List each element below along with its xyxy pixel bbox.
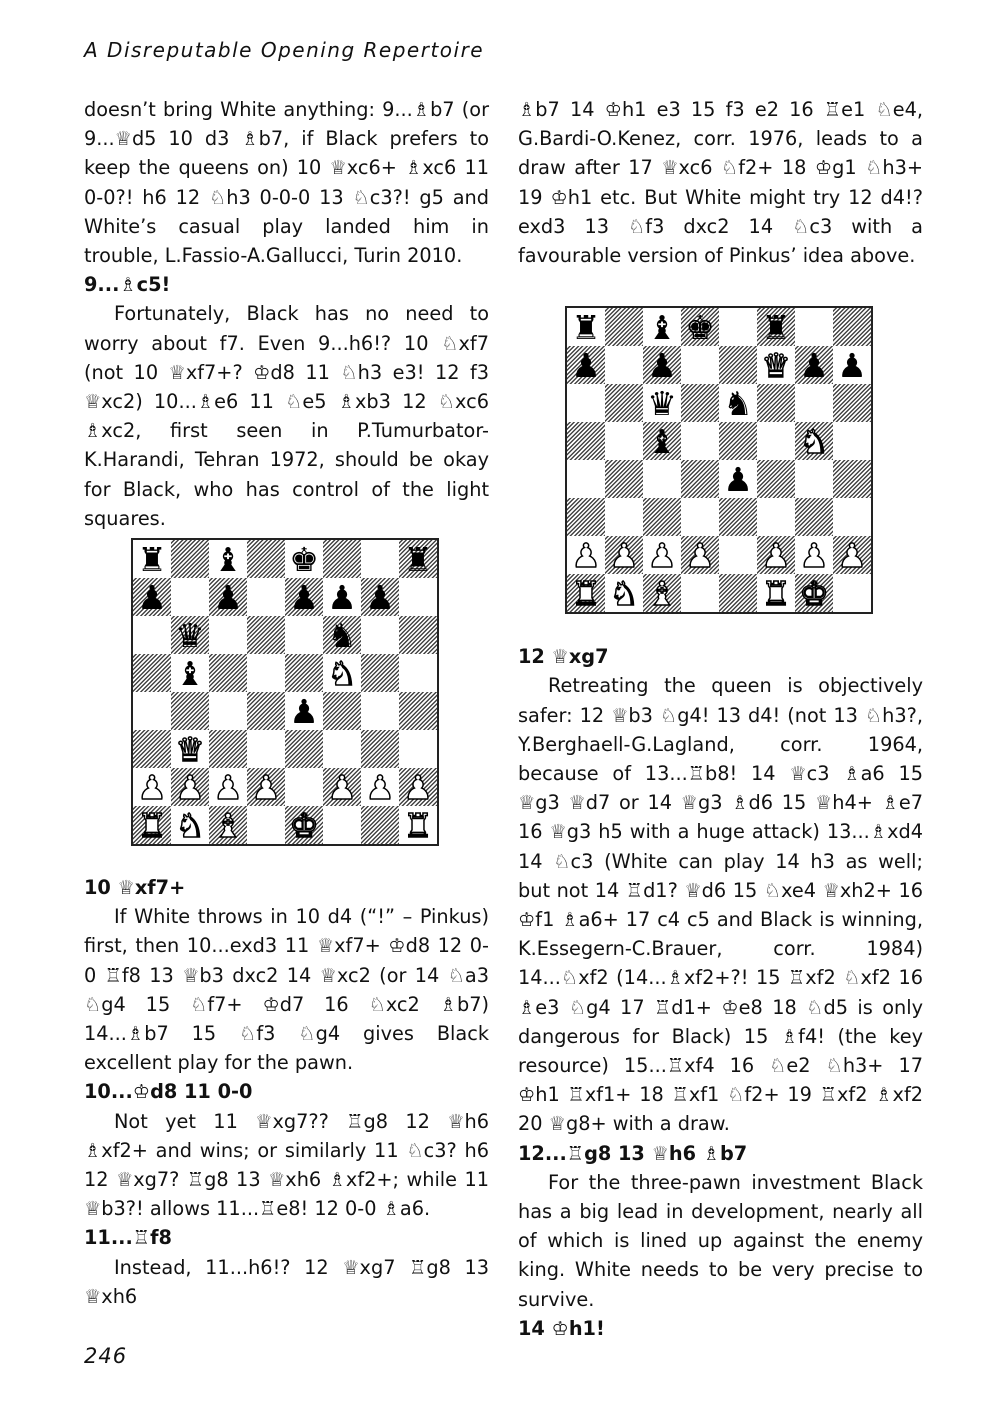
board-square <box>133 768 171 806</box>
paragraph: Fortunately, Black has no need to worry about f7. Even 9...h6!? 10 ♘xf7 (not 10 ♕xf7+? ♔d8 11 ♘h3 e3! 12 f3 ♕xc2) 10...♗e6 11 ♘e5 ♗xb3 12 ♘xc6 ♗xc2, first seen in P.Tumurbator-K.Harandi, Tehran 1972, should be okay for Black, who has control of the light squares. <box>84 302 489 530</box>
board-square <box>399 540 437 578</box>
paragraph: doesn’t bring White anything: 9...♗b7 (or 9...♕d5 10 d3 ♗b7, if Black prefers to keep the queens on) 10 ♕xc6+ ♗xc6 11 0-0?! h6 12 ♘h3 0-0-0 13 ♘c3?! g5 and White’s casual play landed him in trouble, L.Fassio-A.Gallucci, Turin 2010. <box>84 98 489 268</box>
board-square <box>209 540 247 578</box>
board-square <box>399 578 437 616</box>
board-square <box>643 460 681 498</box>
board-square <box>133 616 171 654</box>
black-pawn-icon: ♟ <box>799 345 829 385</box>
paragraph: Instead, 11...h6!? 12 ♕xg7 ♖g8 13 ♕xh6 <box>84 1255 489 1308</box>
chess-diagram-2 <box>565 306 873 614</box>
board-square <box>643 308 681 346</box>
board-square <box>171 692 209 730</box>
black-pawn-icon: ♟ <box>647 345 677 385</box>
board-square <box>833 498 871 536</box>
board-square <box>209 692 247 730</box>
white-bishop-icon: ♝ <box>647 573 677 613</box>
board-square <box>247 730 285 768</box>
board-square <box>399 806 437 844</box>
board-square <box>757 308 795 346</box>
board-square <box>605 498 643 536</box>
board-square <box>171 540 209 578</box>
black-bishop-icon: ♝ <box>213 539 243 579</box>
black-bishop-icon: ♝ <box>175 653 205 693</box>
board-square <box>719 422 757 460</box>
board-square <box>833 574 871 612</box>
board-square <box>757 384 795 422</box>
board-square <box>133 730 171 768</box>
black-king-icon: ♚ <box>289 539 319 579</box>
black-pawn-icon: ♟ <box>327 577 357 617</box>
board-square <box>643 346 681 384</box>
board-square <box>605 384 643 422</box>
board-square <box>567 460 605 498</box>
move-heading: 10 ♕xf7+ <box>84 876 186 900</box>
board-square <box>133 578 171 616</box>
board-square <box>209 616 247 654</box>
board-square <box>323 768 361 806</box>
board-square <box>643 384 681 422</box>
board-square <box>361 692 399 730</box>
board-square <box>361 654 399 692</box>
white-queen-icon: ♛ <box>175 729 205 769</box>
board-square <box>681 384 719 422</box>
board-square <box>361 540 399 578</box>
board-square <box>719 384 757 422</box>
board-square <box>681 346 719 384</box>
white-rook-icon: ♜ <box>137 805 167 845</box>
board-square <box>681 498 719 536</box>
black-pawn-icon: ♟ <box>289 691 319 731</box>
board-square <box>285 768 323 806</box>
board-square <box>719 308 757 346</box>
board-square <box>833 422 871 460</box>
paragraph: Not yet 11 ♕xg7?? ♖g8 12 ♕h6 ♗xf2+ and wins; or similarly 11 ♘c3? h6 12 ♕xg7? ♖g8 13 ♕xh6 ♗xf2+; while 11 ♕b3?! allows 11...♖e8! 12 0-0 ♗a6. <box>84 1109 489 1221</box>
black-bishop-icon: ♝ <box>647 307 677 347</box>
board-square <box>323 730 361 768</box>
board-square <box>567 308 605 346</box>
board-square <box>795 460 833 498</box>
board-square <box>133 540 171 578</box>
board-square <box>643 422 681 460</box>
board-square <box>757 346 795 384</box>
board-square <box>209 730 247 768</box>
board-square <box>833 536 871 574</box>
board-square <box>285 730 323 768</box>
board-square <box>171 806 209 844</box>
board-square <box>757 498 795 536</box>
white-pawn-icon: ♟ <box>365 767 395 807</box>
white-knight-icon: ♞ <box>799 421 829 461</box>
white-rook-icon: ♜ <box>403 805 433 845</box>
board-square <box>681 460 719 498</box>
right-column <box>518 95 923 1343</box>
black-knight-icon: ♞ <box>723 383 753 423</box>
board-square <box>323 806 361 844</box>
board-square <box>399 616 437 654</box>
board-square <box>247 616 285 654</box>
white-pawn-icon: ♟ <box>647 535 677 575</box>
board-square <box>719 346 757 384</box>
board-square <box>833 460 871 498</box>
board-square <box>399 654 437 692</box>
white-pawn-icon: ♟ <box>403 767 433 807</box>
board-square <box>171 768 209 806</box>
move-heading: 12...♖g8 13 ♕h6 ♗b7 <box>518 1141 748 1165</box>
board-square <box>833 346 871 384</box>
board-square <box>285 654 323 692</box>
move-heading: 14 ♔h1! <box>518 1316 605 1340</box>
black-pawn-icon: ♟ <box>213 577 243 617</box>
board-square <box>795 574 833 612</box>
board-square <box>247 540 285 578</box>
black-pawn-icon: ♟ <box>365 577 395 617</box>
board-square <box>133 806 171 844</box>
board-square <box>209 768 247 806</box>
board-square <box>285 806 323 844</box>
board-square <box>361 806 399 844</box>
white-pawn-icon: ♟ <box>213 767 243 807</box>
board-square <box>567 346 605 384</box>
white-pawn-icon: ♟ <box>799 535 829 575</box>
white-pawn-icon: ♟ <box>251 767 281 807</box>
board-square <box>795 422 833 460</box>
black-pawn-icon: ♟ <box>723 459 753 499</box>
move-heading: 11...♖f8 <box>84 1226 172 1250</box>
white-queen-icon: ♛ <box>761 345 791 385</box>
board-square <box>323 692 361 730</box>
black-rook-icon: ♜ <box>571 307 601 347</box>
white-pawn-icon: ♟ <box>609 535 639 575</box>
paragraph: For the three-pawn investment Black has a big lead in development, nearly all of which is lined up against the enemy king. White needs to be very precise to survive. <box>518 1170 923 1311</box>
board-square <box>361 730 399 768</box>
board-square <box>681 422 719 460</box>
black-rook-icon: ♜ <box>403 539 433 579</box>
board-square <box>209 806 247 844</box>
board-square <box>399 730 437 768</box>
white-pawn-icon: ♟ <box>327 767 357 807</box>
paragraph: If White throws in 10 d4 (“!” – Pinkus) first, then 10...exd3 11 ♕xf7+ ♔d8 12 0-0 ♖f8 13 ♕b3 dxc2 14 ♕xc2 (or 14 ♘a3 ♘g4 15 ♘f7+ ♔d7 16 ♘xc2 ♗b7) 14...♗b7 15 ♘f3 ♘g4 gives Black excellent play for the pawn. <box>84 905 489 1075</box>
board-square <box>605 346 643 384</box>
white-pawn-icon: ♟ <box>837 535 867 575</box>
board-square <box>323 540 361 578</box>
board-square <box>323 616 361 654</box>
white-king-icon: ♚ <box>799 573 829 613</box>
board-square <box>171 616 209 654</box>
board-square <box>757 574 795 612</box>
board-square <box>719 574 757 612</box>
board-square <box>681 536 719 574</box>
board-square <box>833 384 871 422</box>
move-heading: 12 ♕xg7 <box>518 645 609 669</box>
board-square <box>171 654 209 692</box>
board-square <box>605 460 643 498</box>
board-square <box>605 574 643 612</box>
board-square <box>209 578 247 616</box>
black-knight-icon: ♞ <box>327 615 357 655</box>
move-heading: 10...♔d8 11 0-0 <box>84 1080 253 1104</box>
black-pawn-icon: ♟ <box>571 345 601 385</box>
board-square <box>567 384 605 422</box>
black-queen-icon: ♛ <box>175 615 205 655</box>
board-square <box>361 578 399 616</box>
board-square <box>361 768 399 806</box>
black-queen-icon: ♛ <box>647 383 677 423</box>
white-pawn-icon: ♟ <box>137 767 167 807</box>
board-square <box>247 578 285 616</box>
board-square <box>361 616 399 654</box>
paragraph: ♗b7 14 ♔h1 e3 15 f3 e2 16 ♖e1 ♘e4, G.Bardi-O.Kenez, corr. 1976, leads to a draw after 17 ♕xc6 ♘f2+ 18 ♔g1 ♘h3+ 19 ♔h1 etc. But White might try 12 d4!? exd3 13 ♘f3 dxc2 14 ♘c3 with a favourable version of Pinkus’ idea above. <box>518 98 923 268</box>
board-square <box>681 308 719 346</box>
black-pawn-icon: ♟ <box>137 577 167 617</box>
board-square <box>833 308 871 346</box>
board-square <box>719 498 757 536</box>
white-bishop-icon: ♝ <box>213 805 243 845</box>
black-king-icon: ♚ <box>685 307 715 347</box>
board-square <box>285 692 323 730</box>
board-square <box>567 536 605 574</box>
white-king-icon: ♚ <box>289 805 319 845</box>
board-square <box>133 692 171 730</box>
move-heading: 9...♗c5! <box>84 273 171 297</box>
board-square <box>247 806 285 844</box>
white-knight-icon: ♞ <box>175 805 205 845</box>
chess-diagram-1 <box>131 538 439 846</box>
board-square <box>399 692 437 730</box>
board-square <box>399 768 437 806</box>
board-square <box>795 536 833 574</box>
board-square <box>171 578 209 616</box>
board-square <box>643 498 681 536</box>
white-knight-icon: ♞ <box>327 653 357 693</box>
board-square <box>247 654 285 692</box>
board-square <box>681 574 719 612</box>
board-square <box>605 308 643 346</box>
board-square <box>323 578 361 616</box>
running-title: A Disreputable Opening Repertoire <box>84 38 485 62</box>
board-square <box>567 422 605 460</box>
board-square <box>719 460 757 498</box>
board-square <box>795 498 833 536</box>
white-knight-icon: ♞ <box>609 573 639 613</box>
white-pawn-icon: ♟ <box>761 535 791 575</box>
board-square <box>171 730 209 768</box>
board-square <box>795 308 833 346</box>
board-square <box>757 422 795 460</box>
board-square <box>567 498 605 536</box>
board-square <box>795 346 833 384</box>
board-square <box>285 616 323 654</box>
board-square <box>605 536 643 574</box>
black-pawn-icon: ♟ <box>837 345 867 385</box>
page-number: 246 <box>84 1344 128 1368</box>
board-square <box>719 536 757 574</box>
board-square <box>795 384 833 422</box>
black-rook-icon: ♜ <box>761 307 791 347</box>
paragraph: Retreating the queen is objectively safer: 12 ♕b3 ♘g4! 13 d4! (not 13 ♘h3?, Y.Berghaell-G.Lagland, corr. 1964, because of 13...♖b8! 14 ♕c3 ♗a6 15 ♕g3 ♕d7 or 14 ♕g3 ♗d6 15 ♕h4+ ♗e7 16 ♕g3 h5 with a huge attack) 13...♗xd4 14 ♘c3 (White can play 14 h3 as well; but not 14 ♖d1? ♕d6 15 ♘xe4 ♕xh2+ 16 ♔f1 ♗a6+ 17 c4 c5 and Black is winning, K.Essegern-C.Brauer, corr. 1984) 14...♘xf2 (14...♗xf2+?! 15 ♖xf2 ♘xf2 16 ♗e3 ♘g4 17 ♖d1+ ♔e8 18 ♘d5 is only dangerous for Black) 15 ♗f4! (the key resource) 15...♖xf4 16 ♘e2 ♘h3+ 17 ♔h1 ♖xf1+ 18 ♖xf1 ♘f2+ 19 ♖xf2 ♗xf2 20 ♕g8+ with a draw. <box>518 674 923 1136</box>
board-square <box>757 536 795 574</box>
board-square <box>323 654 361 692</box>
board-square <box>567 574 605 612</box>
board-square <box>757 460 795 498</box>
board-square <box>643 536 681 574</box>
white-pawn-icon: ♟ <box>175 767 205 807</box>
black-bishop-icon: ♝ <box>647 421 677 461</box>
black-pawn-icon: ♟ <box>289 577 319 617</box>
white-pawn-icon: ♟ <box>571 535 601 575</box>
board-square <box>285 540 323 578</box>
board-square <box>133 654 171 692</box>
board-square <box>643 574 681 612</box>
white-rook-icon: ♜ <box>761 573 791 613</box>
board-square <box>247 692 285 730</box>
white-pawn-icon: ♟ <box>685 535 715 575</box>
board-square <box>285 578 323 616</box>
board-square <box>605 422 643 460</box>
board-square <box>209 654 247 692</box>
white-rook-icon: ♜ <box>571 573 601 613</box>
black-rook-icon: ♜ <box>137 539 167 579</box>
board-square <box>247 768 285 806</box>
